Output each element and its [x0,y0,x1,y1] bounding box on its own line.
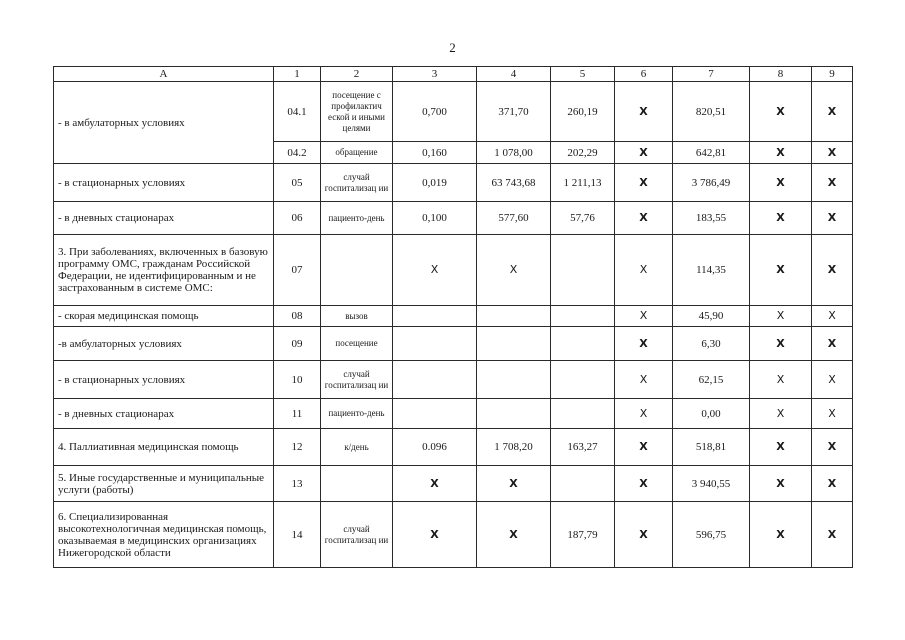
cell-c9: X [812,306,853,327]
cell-c9: X [812,502,853,568]
header-cell: 7 [673,67,750,82]
row-unit [321,466,393,502]
cell-c6: X [615,202,673,235]
cell-c9: X [812,399,853,429]
cell-c7: 3 940,55 [673,466,750,502]
cell-c9: X [812,466,853,502]
cell-c6: X [615,429,673,466]
cell-c8: X [750,82,812,142]
cell-c3: X [393,502,477,568]
table-row [54,327,853,361]
row-name: 5. Иные государственные и муниципальные услуги (работы) [54,466,274,502]
cell-c3: 0,100 [393,202,477,235]
row-unit [321,235,393,306]
cell-c9: X [812,82,853,142]
cell-c9: X [812,235,853,306]
header-cell: А [54,67,274,82]
cell-c5 [551,306,615,327]
cell-c4: X [477,466,551,502]
cell-c7: 0,00 [673,399,750,429]
cell-c3: 0,160 [393,142,477,164]
cell-c9: X [812,164,853,202]
cell-c6: X [615,327,673,361]
row-code: 08 [274,306,321,327]
row-unit: случай госпитализац ии [321,164,393,202]
cell-c5: 187,79 [551,502,615,568]
cell-c7: 114,35 [673,235,750,306]
row-code: 12 [274,429,321,466]
cell-c9: X [812,429,853,466]
cell-c9: X [812,327,853,361]
cell-c4 [477,327,551,361]
cell-c7: 820,51 [673,82,750,142]
cell-c5: 202,29 [551,142,615,164]
table-row [54,429,853,466]
cell-c4: 63 743,68 [477,164,551,202]
header-cell: 1 [274,67,321,82]
cell-c5: 260,19 [551,82,615,142]
cell-c7: 596,75 [673,502,750,568]
cell-c8: X [750,142,812,164]
header-cell: 3 [393,67,477,82]
table-row [54,399,853,429]
row-name: - в дневных стационарах [54,202,274,235]
cell-c8: X [750,164,812,202]
row-unit: к/день [321,429,393,466]
cell-c7: 183,55 [673,202,750,235]
row-unit: случай госпитализац ии [321,502,393,568]
page-number: 2 [449,40,456,55]
row-unit: посещение [321,327,393,361]
cell-c4 [477,399,551,429]
table-row [54,466,853,502]
row-code: 05 [274,164,321,202]
header-cell: 2 [321,67,393,82]
header-cell: 4 [477,67,551,82]
row-name: 4. Паллиативная медицинская помощь [54,429,274,466]
cell-c8: X [750,235,812,306]
header-cell: 6 [615,67,673,82]
header-row [54,67,853,82]
cell-c4 [477,361,551,399]
cell-c4 [477,306,551,327]
cell-c7: 6,30 [673,327,750,361]
cell-c6: X [615,466,673,502]
cell-c5 [551,466,615,502]
cell-c6: X [615,235,673,306]
row-name: - в дневных стационарах [54,399,274,429]
row-unit: случай госпитализац ии [321,361,393,399]
cell-c9: X [812,202,853,235]
cell-c7: 62,15 [673,361,750,399]
cell-c5 [551,235,615,306]
cell-c6: X [615,142,673,164]
cell-c8: X [750,429,812,466]
row-unit: посещение с профилактич еской и иными целями [321,82,393,142]
row-code: 06 [274,202,321,235]
cell-c4: 577,60 [477,202,551,235]
row-unit: обращение [321,142,393,164]
cell-c6: X [615,361,673,399]
row-code: 04.2 [274,142,321,164]
cell-c4: X [477,235,551,306]
cell-c8: X [750,202,812,235]
header-cell: 5 [551,67,615,82]
table-row [54,82,853,142]
cell-c5 [551,361,615,399]
cell-c4: 1 078,00 [477,142,551,164]
cell-c3: 0.096 [393,429,477,466]
row-code: 14 [274,502,321,568]
tariff-table [53,66,853,568]
cell-c7: 518,81 [673,429,750,466]
header-cell: 9 [812,67,853,82]
table-row [54,202,853,235]
row-code: 09 [274,327,321,361]
cell-c3: 0,019 [393,164,477,202]
row-name: 3. При заболеваниях, включенных в базовую программу ОМС, гражданам Российской Федерации, не идентифицированным и не застрахованным в системе ОМС: [54,235,274,306]
row-unit: вызов [321,306,393,327]
cell-c7: 642,81 [673,142,750,164]
table-row [54,164,853,202]
cell-c5: 1 211,13 [551,164,615,202]
table-row [54,502,853,568]
cell-c3 [393,399,477,429]
cell-c9: X [812,142,853,164]
row-name: - в стационарных условиях [54,164,274,202]
row-code: 07 [274,235,321,306]
cell-c6: X [615,164,673,202]
cell-c8: X [750,306,812,327]
row-code: 11 [274,399,321,429]
row-code: 13 [274,466,321,502]
cell-c4: X [477,502,551,568]
table-row [54,306,853,327]
row-code: 10 [274,361,321,399]
cell-c7: 3 786,49 [673,164,750,202]
row-unit: пациенто-день [321,202,393,235]
cell-c5 [551,399,615,429]
cell-c5 [551,327,615,361]
cell-c7: 45,90 [673,306,750,327]
cell-c6: X [615,306,673,327]
cell-c8: X [750,327,812,361]
cell-c8: X [750,466,812,502]
row-name: 6. Специализированная высокотехнологичная медицинская помощь, оказываемая в медицинских организациях Нижегородской области [54,502,274,568]
cell-c3: X [393,235,477,306]
cell-c6: X [615,502,673,568]
row-name: -в амбулаторных условиях [54,327,274,361]
cell-c5: 57,76 [551,202,615,235]
header-cell: 8 [750,67,812,82]
table-row [54,361,853,399]
cell-c8: X [750,361,812,399]
table-row [54,235,853,306]
cell-c3 [393,361,477,399]
cell-c5: 163,27 [551,429,615,466]
cell-c6: X [615,82,673,142]
cell-c8: X [750,502,812,568]
cell-c4: 1 708,20 [477,429,551,466]
cell-c3 [393,327,477,361]
cell-c6: X [615,399,673,429]
row-name: - в стационарных условиях [54,361,274,399]
cell-c4: 371,70 [477,82,551,142]
cell-c9: X [812,361,853,399]
cell-c8: X [750,399,812,429]
row-name: - скорая медицинская помощь [54,306,274,327]
row-name: - в амбулаторных условиях [54,82,274,164]
cell-c3: 0,700 [393,82,477,142]
row-unit: пациенто-день [321,399,393,429]
cell-c3 [393,306,477,327]
cell-c3: X [393,466,477,502]
row-code: 04.1 [274,82,321,142]
